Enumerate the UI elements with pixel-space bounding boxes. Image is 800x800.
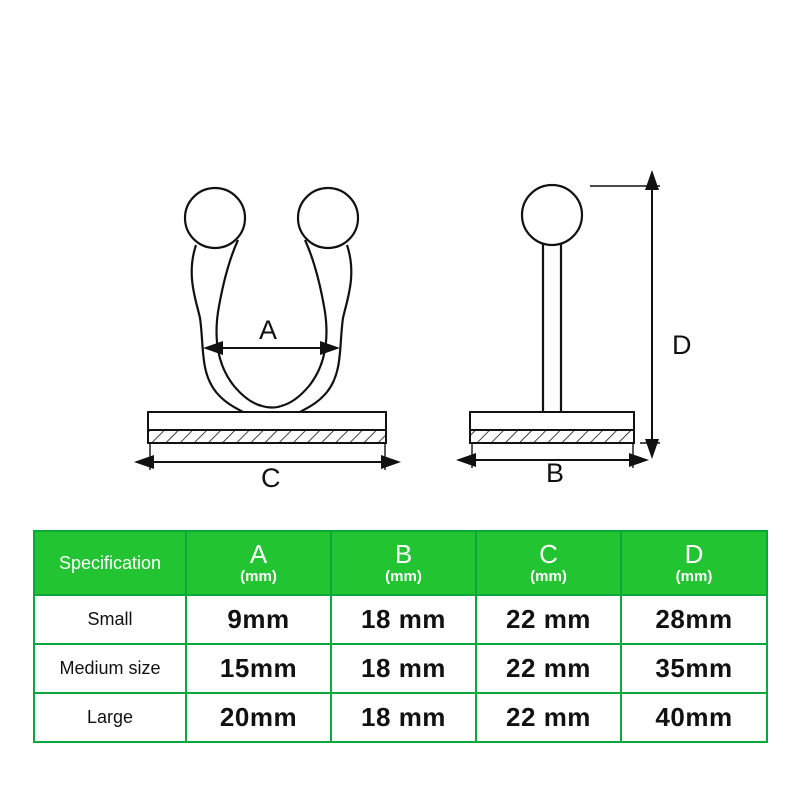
header-specification xyxy=(34,531,186,595)
header-c-letter: C xyxy=(539,538,558,569)
table-row xyxy=(34,595,767,644)
row-large-a: 20mm xyxy=(186,693,331,742)
row-medium-c: 22 mm xyxy=(476,644,621,693)
row-small-b: 18 mm xyxy=(331,595,476,644)
table-row xyxy=(34,644,767,693)
dimension-label-d: D xyxy=(672,330,692,360)
dimension-label-b: B xyxy=(546,458,565,488)
dimension-label-a: A xyxy=(259,315,278,345)
row-medium-name: Medium size xyxy=(34,644,186,693)
header-a-unit: (mm) xyxy=(240,567,277,585)
header-a xyxy=(186,531,331,595)
header-a-letter: A xyxy=(249,538,268,569)
row-large-c: 22 mm xyxy=(476,693,621,742)
header-c xyxy=(476,531,621,595)
header-b xyxy=(331,531,476,595)
header-b-unit: (mm) xyxy=(385,567,422,585)
right-clip-side-view xyxy=(470,185,660,468)
row-medium-b: 18 mm xyxy=(331,644,476,693)
dimension-label-c: C xyxy=(261,463,281,493)
header-c-unit: (mm) xyxy=(530,567,567,585)
row-small-a: 9mm xyxy=(186,595,331,644)
row-large-d: 40mm xyxy=(621,693,767,742)
row-small-d: 28mm xyxy=(621,595,767,644)
row-medium-d: 35mm xyxy=(621,644,767,693)
row-medium-a: 15mm xyxy=(186,644,331,693)
row-large-name: Large xyxy=(34,693,186,742)
table-row xyxy=(34,693,767,742)
header-b-letter: B xyxy=(394,538,413,569)
row-small-c: 22 mm xyxy=(476,595,621,644)
row-small-name: Small xyxy=(34,595,186,644)
row-large-b: 18 mm xyxy=(331,693,476,742)
header-specification-label: Specification xyxy=(58,552,162,573)
header-d-unit: (mm) xyxy=(675,567,713,585)
specification-table xyxy=(33,530,768,743)
table-header-row xyxy=(34,531,767,595)
header-d xyxy=(621,531,767,595)
header-d-letter: D xyxy=(684,538,704,569)
